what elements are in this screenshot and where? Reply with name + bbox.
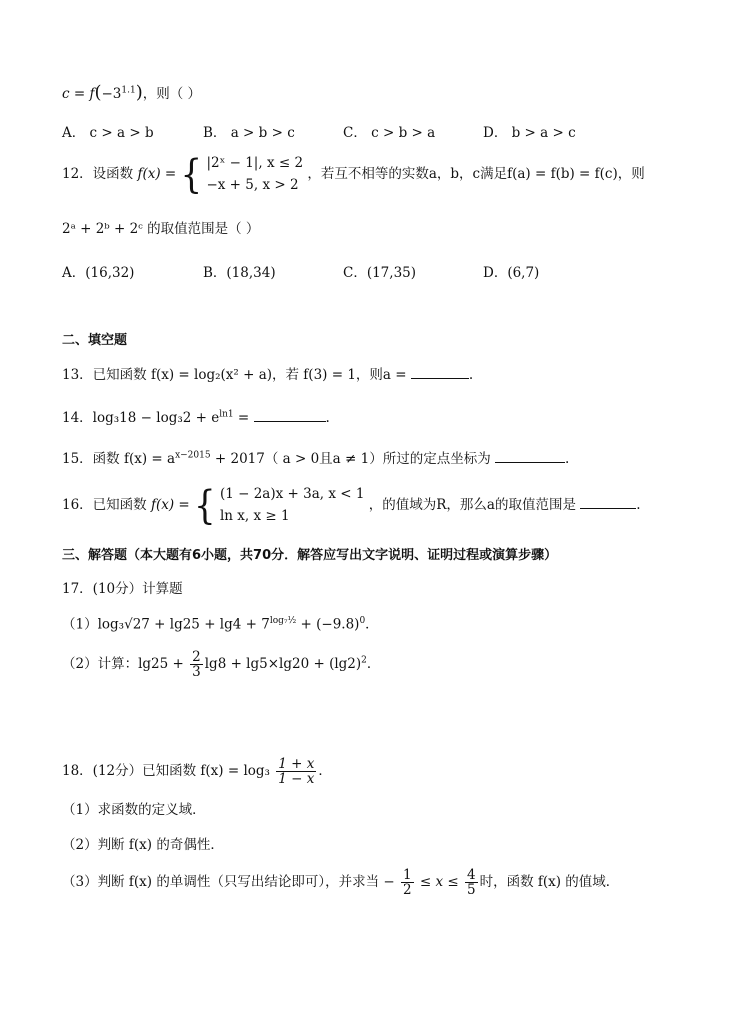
q12-option-b: B．(18,34) [203, 265, 276, 281]
q17-p1-exponent: log₇½ [269, 616, 297, 626]
q15-text-2: + 2017（ a > 0且a ≠ 1）所过的定点坐标为 [210, 451, 491, 467]
q16-case-2: ln x, x ≥ 1 [219, 507, 290, 524]
q12-option-c: C．(17,35) [343, 265, 417, 281]
q18-end: ． [318, 763, 332, 780]
q17-title: 17．(10分）计算题 [62, 581, 183, 597]
one-half-fraction [401, 868, 414, 897]
fraction-numerator: 2 [192, 649, 201, 665]
fraction-numerator: 1 + x [278, 756, 315, 772]
q17-p2-end: ． [366, 656, 381, 673]
f-function: f [89, 86, 95, 102]
q18-p3-text-c: 时，函数 f(x) 的值域． [479, 874, 620, 891]
q11-option-a: A． c > a > b [62, 125, 154, 141]
q11-option-b: B． a > b > c [203, 125, 295, 141]
q15-line [62, 450, 569, 467]
q13-end: . [468, 367, 474, 383]
q15-end: . [565, 451, 570, 467]
c-variable: c [62, 86, 70, 102]
section-2-heading: 二、填空题 [62, 333, 128, 348]
q12-option-d: D．(6,7) [483, 265, 540, 281]
q17-p2-text-a: （2）计算：lg25 + [62, 656, 184, 673]
q14-equals: = [233, 410, 250, 426]
q12-case-1: |2ˣ − 1|, x ≤ 2 [206, 155, 304, 171]
c-argument: −3 [101, 86, 122, 102]
q17-p2-text-b: lg8 + lg5×lg20 + (lg2) [204, 656, 362, 673]
fraction-denominator: 3 [192, 664, 201, 681]
q15-exponent: x−2015 [175, 450, 211, 461]
q16-end: . [636, 497, 641, 514]
q12-cases [206, 153, 303, 196]
q17-p1-text-b: + (−9.8) [296, 616, 360, 633]
q12-option-a: A．(16,32) [62, 265, 135, 281]
q12-line [62, 153, 645, 196]
two-thirds-fraction [190, 650, 203, 679]
q11-condition-line: $c = f(-3^{1.1})$，则（ ） [62, 82, 202, 103]
q11-tail: ，则（ ） [142, 86, 202, 102]
q17-p1-text-a: （1）log₃√27 + lg25 + lg4 + 7 [62, 616, 270, 633]
q18-p3-inequality: ≤ x ≤ [419, 874, 459, 891]
q13-answer-blank[interactable] [411, 366, 469, 379]
q13-line [62, 366, 473, 383]
fraction-numerator: 4 [466, 867, 476, 883]
q11-option-c: C． c > b > a [343, 125, 436, 141]
q12-case-2: −x + 5, x > 2 [206, 176, 299, 193]
q16-tail: ，的值域为R，那么a的取值范围是 [368, 497, 576, 514]
q17-part-1 [62, 616, 379, 633]
q16-cases [220, 484, 364, 527]
q18-part-3 [62, 868, 619, 897]
left-brace-icon: { [180, 151, 203, 198]
q16-function: f(x) = [150, 497, 190, 514]
q12-function: f(x) = [137, 166, 177, 183]
four-fifths-fraction [465, 868, 478, 897]
q11-option-d: D． b > a > c [483, 125, 576, 141]
left-brace-icon: { [194, 482, 216, 529]
fraction-denominator: 5 [466, 882, 476, 899]
q18-part-1: （1）求函数的定义域． [62, 802, 206, 818]
q17-part-2 [62, 650, 380, 679]
q16-answer-blank[interactable] [580, 496, 636, 509]
q18-title: 18．(12分）已知函数 f(x) = log₃ [62, 763, 270, 780]
q14-end: . [325, 410, 330, 426]
q18-p3-text-a: （3）判断 f(x) 的单调性（只写出结论即可），并求当 − [62, 874, 395, 891]
q18-fraction [276, 757, 316, 786]
q16-line [62, 484, 641, 527]
c-exponent: 1.1 [121, 85, 136, 96]
q16-case-1: (1 − 2a)x + 3a, x < 1 [219, 486, 365, 502]
q17-p1-exponent-2: 0 [359, 616, 366, 626]
q16-number: 16．已知函数 [62, 497, 147, 514]
q14-exponent: ln1 [219, 409, 234, 420]
q15-text-1: 15．函数 f(x) = a [62, 451, 176, 467]
q12-number: 12．设函数 [62, 166, 134, 183]
q18-part-2: （2）判断 f(x) 的奇偶性． [62, 837, 224, 853]
fraction-denominator: 1 − x [278, 771, 315, 788]
q12-line-2: 2ᵃ + 2ᵇ + 2ᶜ 的取值范围是（ ） [62, 221, 260, 237]
q13-text: 13．已知函数 f(x) = log₂(x² + a)，若 f(3) = 1，则a = [62, 367, 407, 383]
q17-p1-end: ． [365, 616, 379, 633]
q14-line [62, 409, 330, 426]
fraction-numerator: 1 [402, 867, 412, 883]
section-3-heading: 三、解答题（本大题有6小题，共70分．解答应写出文字说明、证明过程或演算步骤） [62, 548, 558, 563]
q12-tail: ，若互不相等的实数a，b，c满足f(a) = f(b) = f(c)，则 [307, 166, 645, 183]
fraction-denominator: 2 [402, 882, 412, 899]
q17-p2-exponent: 2 [361, 655, 367, 666]
q14-answer-blank[interactable] [254, 409, 326, 422]
q15-answer-blank[interactable] [495, 450, 565, 463]
q14-text: 14．log₃18 − log₃2 + e [62, 410, 220, 426]
q18-title-line [62, 757, 332, 786]
